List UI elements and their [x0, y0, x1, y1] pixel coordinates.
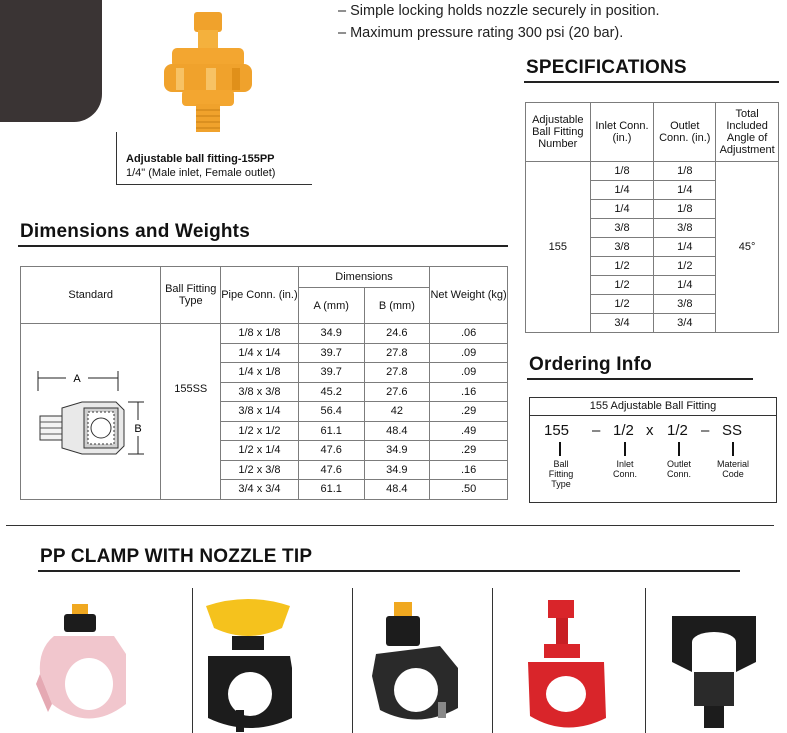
spec-header-number: Adjustable Ball Fitting Number	[526, 103, 591, 162]
dim-pipe-cell: 3/4 x 3/4	[221, 480, 299, 500]
dim-weight-cell: .09	[430, 343, 508, 363]
ordering-box-divider	[530, 415, 776, 416]
dim-a-cell: 45.2	[298, 382, 364, 402]
dim-weight-cell: .29	[430, 402, 508, 422]
dim-type-value: 155SS	[174, 383, 208, 396]
bullet-item: – Maximum pressure rating 300 psi (20 bar).	[338, 25, 624, 41]
caption-bracket-vertical	[116, 132, 117, 184]
dim-pipe-cell: 1/4 x 1/4	[221, 343, 299, 363]
spec-header-angle: Total Included Angle of Adjustment	[716, 103, 779, 162]
dim-b-cell: 27.6	[364, 382, 430, 402]
thumb-separator	[352, 588, 353, 733]
thumb-separator	[192, 588, 193, 733]
specifications-table	[525, 102, 779, 333]
table-row	[526, 162, 779, 181]
dim-pipe-cell: 1/2 x 1/2	[221, 421, 299, 441]
dim-a-cell: 56.4	[298, 402, 364, 422]
dim-pipe-cell: 3/8 x 3/8	[221, 382, 299, 402]
dim-a-cell: 61.1	[298, 421, 364, 441]
dim-header-type: Ball Fitting Type	[161, 267, 221, 324]
spec-inlet-cell: 3/8	[590, 238, 654, 257]
ordering-title: Ordering Info	[529, 354, 652, 375]
dim-weight-cell: .09	[430, 363, 508, 383]
dim-weight-cell: .49	[430, 421, 508, 441]
spec-angle-cell: 45°	[716, 162, 779, 333]
yellow-cap-clamp-image	[206, 599, 292, 732]
spec-header-row	[526, 103, 779, 162]
order-code-outlet: 1/2	[667, 422, 688, 439]
order-tick	[559, 442, 561, 456]
spec-inlet-cell: 1/8	[590, 162, 654, 181]
order-label-inlet: Inlet Conn.	[612, 459, 638, 479]
dim-weight-cell: .16	[430, 382, 508, 402]
dim-header-weight: Net Weight (kg)	[430, 267, 508, 324]
bullet-item: – Simple locking holds nozzle securely in position.	[338, 3, 660, 19]
dim-a-cell: 39.7	[298, 363, 364, 383]
order-code-dash: –	[592, 422, 601, 439]
dim-weight-cell: .50	[430, 480, 508, 500]
dim-pipe-cell: 1/2 x 3/8	[221, 460, 299, 480]
dim-drawing-cell	[21, 324, 161, 500]
black-clamp-image	[368, 598, 468, 733]
clamp-section-rule	[38, 570, 740, 572]
order-code-inlet: 1/2	[613, 422, 634, 439]
clamp-section-title: PP CLAMP WITH NOZZLE TIP	[40, 546, 313, 567]
dim-header-row	[21, 267, 508, 288]
dim-pipe-cell: 3/8 x 1/4	[221, 402, 299, 422]
dimensions-title: Dimensions and Weights	[20, 221, 250, 242]
ball-fitting-product-image	[158, 8, 258, 134]
ordering-rule	[527, 378, 753, 380]
black-block-clamp-image	[664, 612, 764, 733]
spec-header-inlet: Inlet Conn. (in.)	[590, 103, 654, 162]
dim-header-b: B (mm)	[364, 288, 430, 324]
dim-header-standard: Standard	[21, 267, 161, 324]
dim-b-cell: 48.4	[364, 421, 430, 441]
spec-inlet-cell: 1/2	[590, 295, 654, 314]
order-label-outlet: Outlet Conn.	[666, 459, 692, 479]
spec-inlet-cell: 1/4	[590, 181, 654, 200]
thumb-separator	[492, 588, 493, 733]
dimensions-table	[20, 266, 508, 500]
order-tick	[678, 442, 680, 456]
product-name: Adjustable ball fitting-155PP	[126, 153, 275, 165]
caption-bracket-horizontal	[116, 184, 312, 185]
spec-outlet-cell: 1/8	[654, 200, 716, 219]
spec-number-cell: 155	[526, 162, 591, 333]
dim-header-a: A (mm)	[298, 288, 364, 324]
dim-label-b: B	[134, 423, 142, 436]
order-code-dash: –	[701, 422, 710, 439]
dim-b-cell: 48.4	[364, 480, 430, 500]
red-clamp-image	[522, 598, 612, 733]
product-detail: 1/4" (Male inlet, Female outlet)	[126, 167, 276, 179]
spec-inlet-cell: 1/4	[590, 200, 654, 219]
order-tick	[624, 442, 626, 456]
spec-outlet-cell: 3/8	[654, 219, 716, 238]
dimensions-rule	[18, 245, 508, 247]
dim-a-cell: 34.9	[298, 324, 364, 344]
dim-b-cell: 34.9	[364, 460, 430, 480]
dim-a-cell: 61.1	[298, 480, 364, 500]
dim-b-cell: 42	[364, 402, 430, 422]
dim-pipe-cell: 1/2 x 1/4	[221, 441, 299, 461]
order-tick	[732, 442, 734, 456]
order-label-material: Material Code	[716, 459, 749, 479]
dim-type-cell	[161, 324, 221, 500]
section-divider	[6, 525, 774, 526]
dim-b-cell: 34.9	[364, 441, 430, 461]
dimension-drawing	[26, 336, 156, 486]
spec-outlet-cell: 1/2	[654, 257, 716, 276]
spec-outlet-cell: 3/4	[654, 314, 716, 333]
feature-bullets	[338, 0, 660, 44]
spec-outlet-cell: 1/4	[654, 181, 716, 200]
thumb-separator	[645, 588, 646, 733]
dim-weight-cell: .06	[430, 324, 508, 344]
spec-header-outlet: Outlet Conn. (in.)	[654, 103, 716, 162]
specifications-title: SPECIFICATIONS	[526, 57, 687, 78]
table-row	[21, 324, 508, 344]
spec-outlet-cell: 1/8	[654, 162, 716, 181]
dim-a-cell: 47.6	[298, 441, 364, 461]
dim-a-cell: 39.7	[298, 343, 364, 363]
order-code-x: x	[646, 422, 654, 439]
specifications-rule	[524, 81, 779, 83]
spec-outlet-cell: 3/8	[654, 295, 716, 314]
order-code-material: SS	[722, 422, 743, 439]
dim-header-dimensions: Dimensions	[298, 267, 429, 288]
order-code-type: 155	[544, 422, 570, 439]
spec-inlet-cell: 3/4	[590, 314, 654, 333]
spec-inlet-cell: 1/2	[590, 257, 654, 276]
spec-outlet-cell: 1/4	[654, 238, 716, 257]
dim-b-cell: 27.8	[364, 363, 430, 383]
ordering-box	[529, 397, 777, 503]
dim-pipe-cell: 1/4 x 1/8	[221, 363, 299, 383]
decorative-dark-block	[0, 0, 102, 122]
product-caption	[126, 152, 275, 180]
dim-label-a: A	[73, 373, 81, 386]
pink-clamp-image	[34, 604, 144, 733]
dim-b-cell: 27.8	[364, 343, 430, 363]
spec-inlet-cell: 1/2	[590, 276, 654, 295]
dim-b-cell: 24.6	[364, 324, 430, 344]
dim-weight-cell: .16	[430, 460, 508, 480]
dim-a-cell: 47.6	[298, 460, 364, 480]
dim-header-pipe: Pipe Conn. (in.)	[221, 267, 299, 324]
spec-inlet-cell: 3/8	[590, 219, 654, 238]
spec-outlet-cell: 1/4	[654, 276, 716, 295]
dim-pipe-cell: 1/8 x 1/8	[221, 324, 299, 344]
dim-weight-cell: .29	[430, 441, 508, 461]
ordering-box-title: 155 Adjustable Ball Fitting	[589, 400, 717, 412]
order-label-type: Ball Fitting Type	[548, 459, 574, 489]
